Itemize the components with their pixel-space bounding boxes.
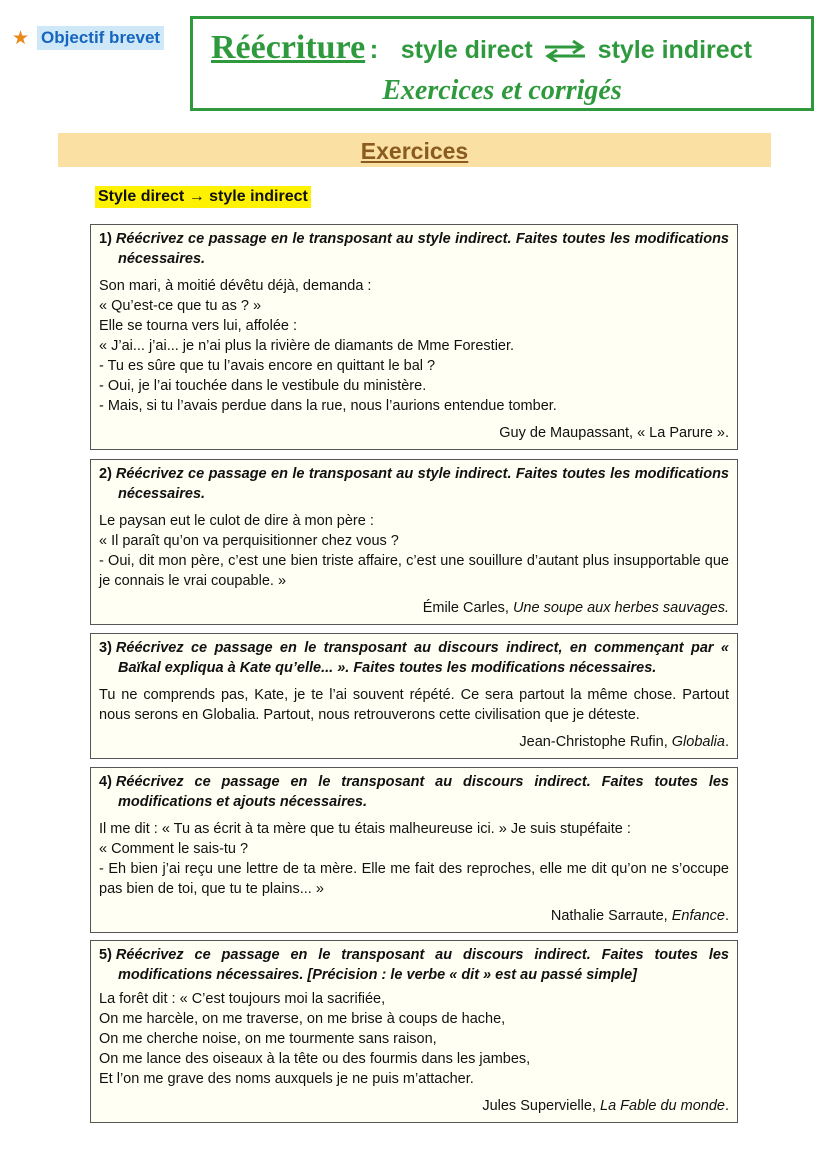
exercise-2-question: 2) Réécrivez ce passage en le transposant au style indirect. Faites toutes les modifications nécessaires. [99, 466, 729, 502]
text-line: La forêt dit : « C’est toujours moi la sacrifiée, [99, 991, 386, 1007]
exercise-3 [90, 633, 738, 759]
text-line: - Tu es sûre que tu l’avais encore en quittant le bal ? [99, 358, 436, 374]
exercises-banner [58, 133, 771, 167]
exercise-4-source: Nathalie Sarraute, Enfance. [550, 908, 729, 924]
exercise-5-source: Jules Supervielle, La Fable du monde. [482, 1098, 729, 1114]
exercise-5 [90, 940, 738, 1123]
text-line: - Eh bien j’ai reçu une lettre de ta mère. Elle me fait des reproches, elle me dit qu’on ne s’occupe pas bien de toi, que tu te plains... » [99, 861, 729, 897]
text-line: On me lance des oiseaux à la tête ou des fourmis dans les jambes, [99, 1051, 531, 1067]
exercise-1-source: Guy de Maupassant, « La Parure ». [499, 425, 729, 441]
badge-label: Objectif brevet [37, 26, 164, 50]
text-line: - Mais, si tu l’avais perdue dans la rue, nous l’aurions entendue tomber. [99, 398, 557, 414]
text-line: « J’ai... j’ai... je n’ai plus la rivière de diamants de Mme Forestier. [99, 338, 515, 354]
exercise-4 [90, 767, 738, 933]
exercise-5-text [99, 989, 729, 1089]
exercise-2 [90, 459, 738, 625]
text-line: « Il paraît qu’on va perquisitionner chez vous ? [99, 533, 399, 549]
text-line: Et l’on me grave des noms auxquels je ne puis m’attacher. [99, 1071, 474, 1087]
text-line: Le paysan eut le culot de dire à mon père : [99, 513, 374, 529]
title-line [211, 29, 752, 67]
title-colon: : [369, 34, 379, 64]
exercise-3-text [99, 685, 729, 725]
exercise-5-question: 5) Réécrivez ce passage en le transposant au discours indirect. Faites toutes les modifications nécessaires. [Précision : le verbe « dit » est au passé simple] [99, 947, 729, 983]
text-line: On me cherche noise, on me tourmente sans raison, [99, 1031, 437, 1047]
title-box [190, 16, 814, 111]
text-line: On me harcèle, on me traverse, on me brise à coups de hache, [99, 1011, 506, 1027]
exercise-1-question: 1) Réécrivez ce passage en le transposant au style indirect. Faites toutes les modifications nécessaires. [99, 231, 729, 267]
section-label: Style direct → style indirect [95, 186, 311, 208]
text-line: Tu ne comprends pas, Kate, je te l’ai souvent répété. Ce sera partout la même chose. Partout nous serons en Globalia. Partout, nous retrouverons cette civilisation que je déteste. [99, 687, 729, 723]
style-indirect-label: style indirect [597, 36, 752, 64]
banner-label: Exercices [360, 138, 469, 164]
star-icon: ★ [12, 27, 30, 49]
exchange-arrows-icon [543, 40, 587, 67]
text-line: Il me dit : « Tu as écrit à ta mère que tu étais malheureuse ici. » Je suis stupéfaite : [99, 821, 631, 837]
exercise-4-question: 4) Réécrivez ce passage en le transposant au discours indirect. Faites toutes les modifications et ajouts nécessaires. [99, 774, 729, 810]
exercise-1-text [99, 276, 729, 416]
page-title: Réécriture [211, 29, 366, 66]
exercise-2-text [99, 511, 729, 591]
exercise-2-source: Émile Carles, Une soupe aux herbes sauvages. [422, 600, 729, 616]
exercise-1 [90, 224, 738, 450]
text-line: « Qu’est-ce que tu as ? » [99, 298, 262, 314]
exercise-4-text [99, 819, 729, 899]
text-line: Son mari, à moitié dévêtu déjà, demanda : [99, 278, 372, 294]
text-line: - Oui, dit mon père, c’est une bien triste affaire, c’est une souillure d’autant plus insupportable que je connais le vrai coupable. » [99, 553, 729, 589]
exercise-3-question: 3) Réécrivez ce passage en le transposant au discours indirect, en commençant par « Baïkal expliqua à Kate qu’elle... ». Faites toutes les modifications nécessaires. [99, 640, 729, 676]
text-line: « Comment le sais-tu ? [99, 841, 249, 857]
objectif-badge [12, 26, 164, 50]
text-line: Elle se tourna vers lui, affolée : [99, 318, 298, 334]
exercise-3-source: Jean-Christophe Rufin, Globalia. [519, 734, 729, 750]
text-line: - Oui, je l’ai touchée dans le vestibule du ministère. [99, 378, 427, 394]
style-direct-label: style direct [400, 36, 533, 64]
subtitle: Exercices et corrigés [382, 75, 622, 106]
